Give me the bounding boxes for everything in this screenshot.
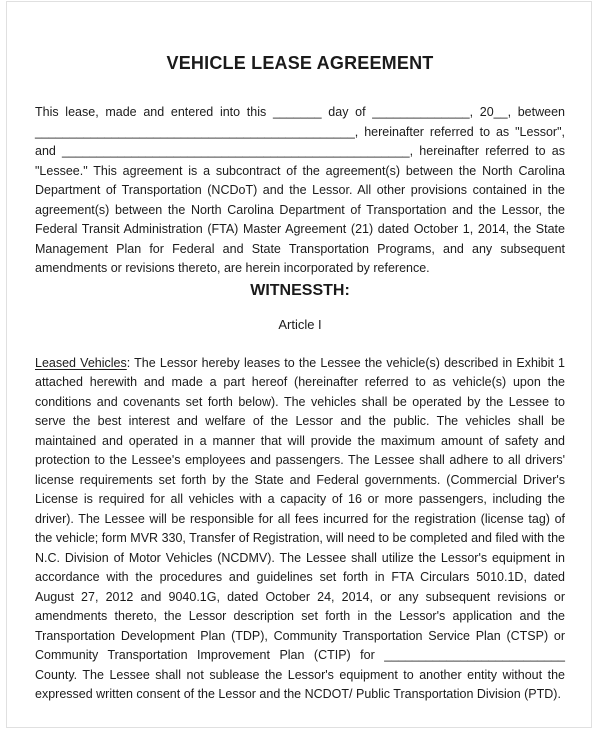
leased-vehicles-label: Leased Vehicles: [35, 355, 127, 370]
document-page: [35, 0, 565, 705]
opening-paragraph: This lease, made and entered into this _______ day of ______________, 20__, between ______________________________________________, hereinafter referred to as "Lessor", and __________________________________________________, hereinafter referred to as "Lessee." This agreement is a subcontract of the agreement(s) between the North Carolina Department of Transportation (NCDoT) and the Lessor. All other provisions contained in the agreement(s) between the North Carolina Department of Transportation and the Lessor, the Federal Transit Administration (FTA) Master Agreement (21) dated October 1, 2014, the State Management Plan for Federal and State Transportation Programs, and any subsequent amendments or revisions thereto, are herein incorporated by reference.: [35, 105, 565, 275]
document-title: VEHICLE LEASE AGREEMENT: [166, 53, 434, 73]
witnesseth-heading: WITNESSTH:: [250, 281, 350, 299]
leased-vehicles-paragraph: [35, 354, 565, 705]
leased-vehicles-body: : The Lessor hereby leases to the Lessee the vehicle(s) described in Exhibit 1 attached herewith and made a part hereof (hereinafter referred to as vehicle(s) upon the conditions and covenants set forth below). The vehicles shall be operated by the Lessee to serve the best interest and welfare of the Lessor and the public. The vehicles shall be maintained and operated in a manner that will provide the maximum amount of safety and protection to the Lessee's employees and passengers. The Lessee shall adhere to all drivers' license requirements set forth by the State and Federal governments. (Commercial Driver's License is required for all vehicles with a capacity of 16 or more passengers, including the driver). The Lessee will be responsible for all fees incurred for the registration (license tag) of the vehicle; form MVR 330, Transfer of Registration, will need to be completed and filed with the N.C. Division of Motor Vehicles (NCDMV). The Lessee shall utilize the Lessor's equipment in accordance with the procedures and guidelines set forth in FTA Circulars 5010.1D, dated August 27, 2012 and 9040.1G, dated October 24, 2014, or any subsequent revisions or amendments thereto, the Lessor description set forth in the Lessor's application and the Transportation Development Plan (TDP), Community Transportation Service Plan (CTSP) or Community Transportation Improvement Plan (CTIP) for __________________________ County. The Lessee shall not sublease the Lessor's equipment to another entity without the expressed written consent of the Lessor and the NCDOT/ Public Transportation Division (PTD).: [35, 355, 565, 701]
article-heading: Article I: [278, 316, 322, 332]
